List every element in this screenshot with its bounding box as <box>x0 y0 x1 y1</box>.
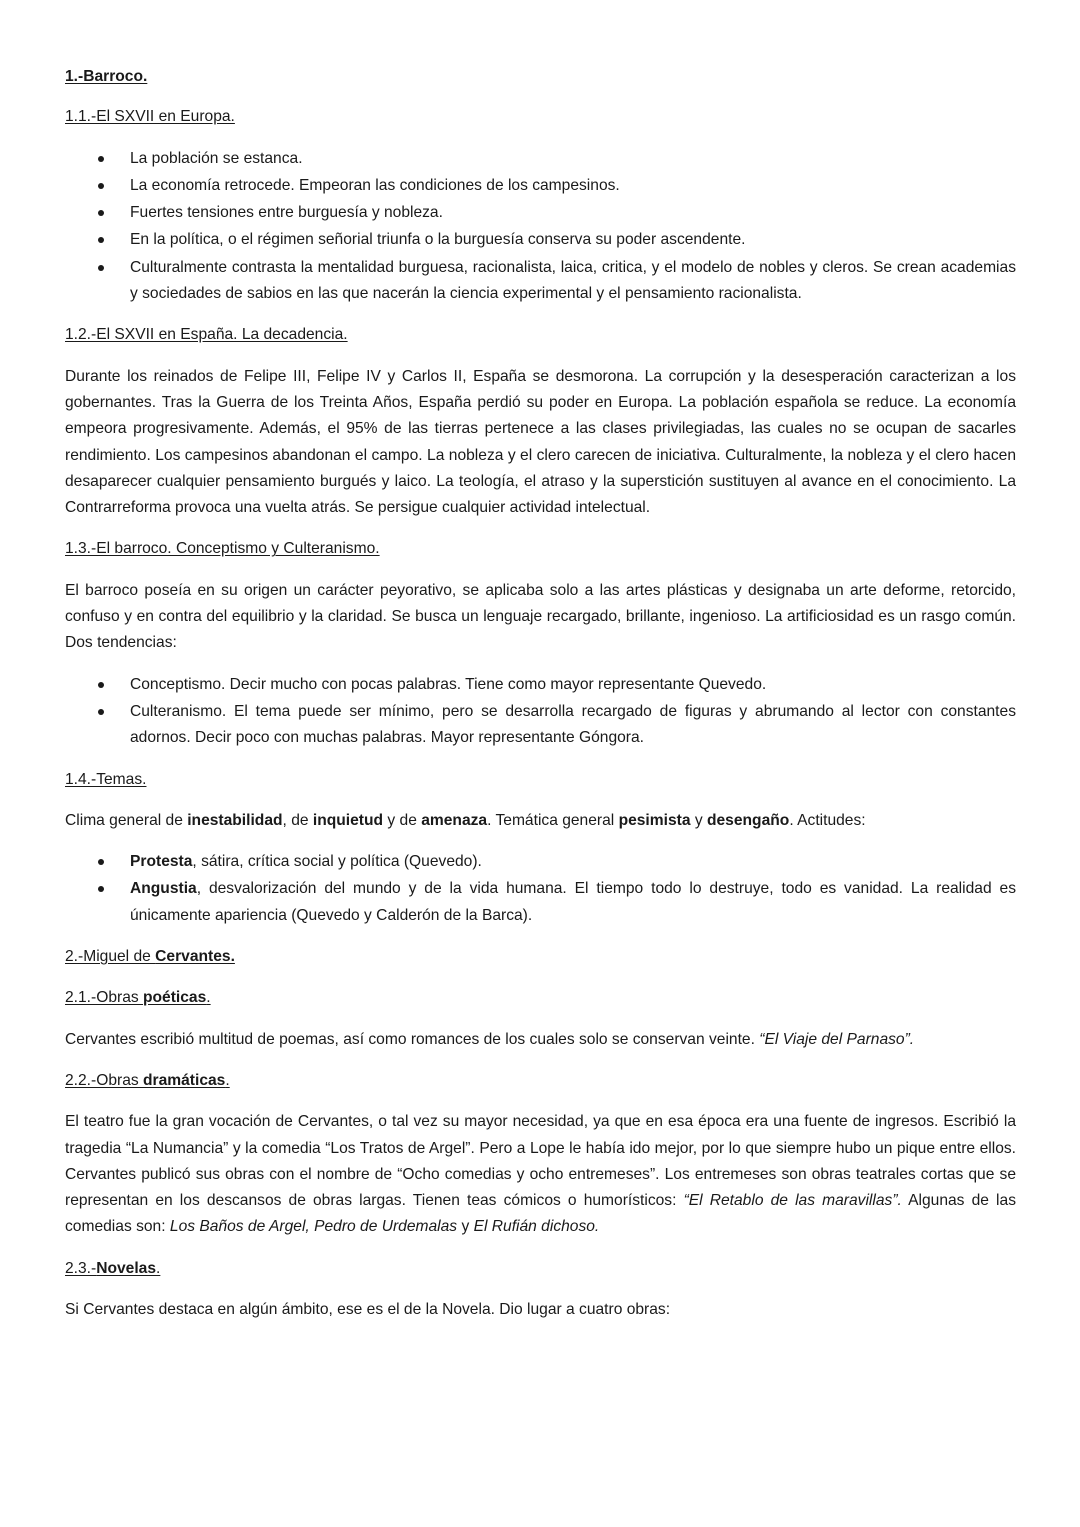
list-item: Protesta, sátira, crítica social y política (Quevedo). <box>65 849 1016 875</box>
list-item: La economía retrocede. Empeoran las condiciones de los campesinos. <box>65 173 1016 199</box>
list-europa <box>65 146 1016 308</box>
heading-conceptismo-culteranismo: 1.3.-El barroco. Conceptismo y Culteranismo. <box>65 540 380 558</box>
list-actitudes <box>65 849 1016 929</box>
paragraph-temas: Clima general de inestabilidad, de inquietud y de amenaza. Temática general pesimista y desengaño. Actitudes: <box>65 811 866 829</box>
paragraph-novelas: Si Cervantes destaca en algún ámbito, ese es el de la Novela. Dio lugar a cuatro obras: <box>65 1300 671 1318</box>
paragraph-decadencia: Durante los reinados de Felipe III, Felipe IV y Carlos II, España se desmorona. La corrupción y la desesperación caracterizan a los gobernantes. Tras la Guerra de los Treinta Años, España perdió su poder en Europa. La población española se reduce. La economía empeora progresivamente. Además, el 95% de las tierras pertenece a las clases privilegiadas, las cuales no se ocupan de sacarles rendimiento. Los campesinos abandonan el campo. La nobleza y el clero carecen de iniciativa. Culturalmente, la nobleza y el clero hacen desaparecer cualquier pensamiento burgués y laico. La teología, el atraso y la superstición sustituyen al avance en el conocimiento. La Contrarreforma provoca una vuelta atrás. Se persigue cualquier actividad intelectual. <box>65 367 1016 517</box>
list-item: Culteranismo. El tema puede ser mínimo, pero se desarrolla recargado de figuras y abrumando al lector con constantes adornos. Decir poco con muchas palabras. Mayor representante Góngora. <box>65 699 1016 752</box>
list-item: La población se estanca. <box>65 146 1016 172</box>
paragraph-dramaticas: El teatro fue la gran vocación de Cervantes, o tal vez su mayor necesidad, ya que en esa época era una fuente de ingresos. Escribió la tragedia “La Numancia” y la comedia “Los Tratos de Argel”. Pero a Lope le había ido mejor, por lo que siempre hubo un pique entre ellos. Cervantes publicó sus obras con el nombre de “Ocho comedias y ocho entremeses”. Los entremeses son obras teatrales cortas que se representan en los descansos de obras largas. Tienen teas cómicos o humorísticos: “El Retablo de las maravillas”. Algunas de las comedias son: Los Baños de Argel, Pedro de Urdemalas y El Rufián dichoso. <box>65 1113 1016 1236</box>
heading-obras-poeticas: 2.1.-Obras poéticas. <box>65 989 211 1007</box>
list-item: Culturalmente contrasta la mentalidad burguesa, racionalista, laica, critica, y el modelo de nobles y cleros. Se crean academias y sociedades de sabios en las que nacerán la ciencia experimental y el pensamiento racionalista. <box>65 255 1016 308</box>
heading-sxvii-europa: 1.1.-El SXVII en Europa. <box>65 108 235 126</box>
list-tendencias <box>65 672 1016 752</box>
list-item: Angustia, desvalorización del mundo y de la vida humana. El tiempo todo lo destruye, todo es vanidad. La realidad es únicamente apariencia (Quevedo y Calderón de la Barca). <box>65 876 1016 929</box>
heading-sxvii-espana: 1.2.-El SXVII en España. La decadencia. <box>65 326 348 344</box>
list-item: Conceptismo. Decir mucho con pocas palabras. Tiene como mayor representante Quevedo. <box>65 672 1016 698</box>
paragraph-barroco: El barroco poseía en su origen un carácter peyorativo, se aplicaba solo a las artes plásticas y designaba un arte deforme, retorcido, confuso y en contra del equilibrio y la claridad. Se busca un lenguaje recargado, brillante, ingenioso. La artificiosidad es un rasgo común. Dos tendencias: <box>65 581 1016 652</box>
heading-novelas: 2.3.-Novelas. <box>65 1259 161 1277</box>
section-title-barroco: 1.-Barroco. <box>65 68 148 85</box>
section-title-cervantes: 2.-Miguel de Cervantes. <box>65 948 235 966</box>
list-item: Fuertes tensiones entre burguesía y nobleza. <box>65 200 1016 226</box>
list-item: En la política, o el régimen señorial triunfa o la burguesía conserva su poder ascendente. <box>65 227 1016 253</box>
heading-obras-dramaticas: 2.2.-Obras dramáticas. <box>65 1071 230 1089</box>
paragraph-poeticas: Cervantes escribió multitud de poemas, así como romances de los cuales solo se conservan veinte. “El Viaje del Parnaso”. <box>65 1030 915 1048</box>
heading-temas: 1.4.-Temas. <box>65 770 147 788</box>
